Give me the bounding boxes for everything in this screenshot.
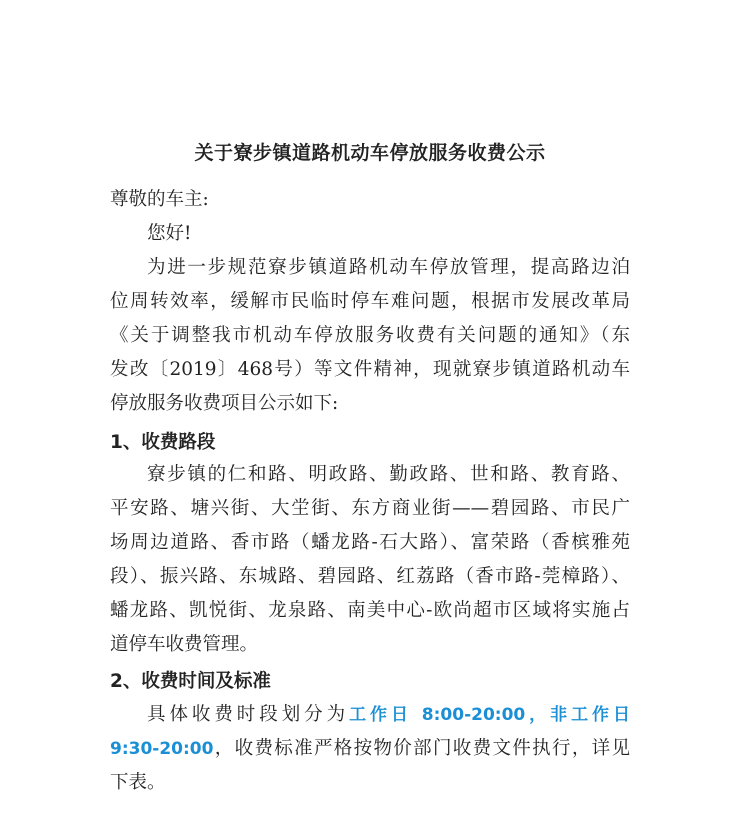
fee-time-prefix: 具体收费时段划分为 [147,704,350,725]
fee-standard-line [110,734,630,764]
fee-time-line [147,700,630,730]
nonworkday-hours: 9:30-20:00 [110,739,214,759]
section1-heading: 1、收费路段 [110,432,216,453]
road-line: 寮步镇的仁和路、明政路、勤政路、世和路、教育路、 [147,464,630,485]
intro-line: 位周转效率，缓解市民临时停车难问题，根据市发展改革局 [110,291,630,312]
road-line: 场周边道路、香市路（蟠龙路-石大路）、富荣路（香槟雅苑 [110,532,630,553]
road-line: 蟠龙路、凯悦街、龙泉路、南美中心-欧尚超市区域将实施占 [110,600,630,621]
road-line: 道停车收费管理。 [110,634,259,655]
page-title: 关于寮步镇道路机动车停放服务收费公示 [194,142,546,164]
fee-standard-text: ，收费标准严格按物价部门收费文件执行，详见 [213,738,630,759]
intro-line: 为进一步规范寮步镇道路机动车停放管理，提高路边泊 [147,257,630,278]
workday-hours: 工作日 8:00-20:00，非工作日 [349,705,630,725]
road-line: 平安路、塘兴街、大坣街、东方商业街——碧园路、市民广 [110,498,630,519]
greeting: 您好! [147,223,192,244]
intro-line: 发改〔2019〕468号）等文件精神，现就寮步镇道路机动车 [110,359,630,380]
intro-line: 《关于调整我市机动车停放服务收费有关问题的通知》（东 [110,325,630,346]
road-line: 段）、振兴路、东城路、碧园路、红荔路（香市路-莞樟路）、 [110,566,630,587]
intro-line: 停放服务收费项目公示如下: [110,393,339,414]
salutation: 尊敬的车主: [110,189,209,210]
see-table-line: 下表。 [110,772,166,793]
section2-heading: 2、收费时间及标准 [110,671,271,692]
